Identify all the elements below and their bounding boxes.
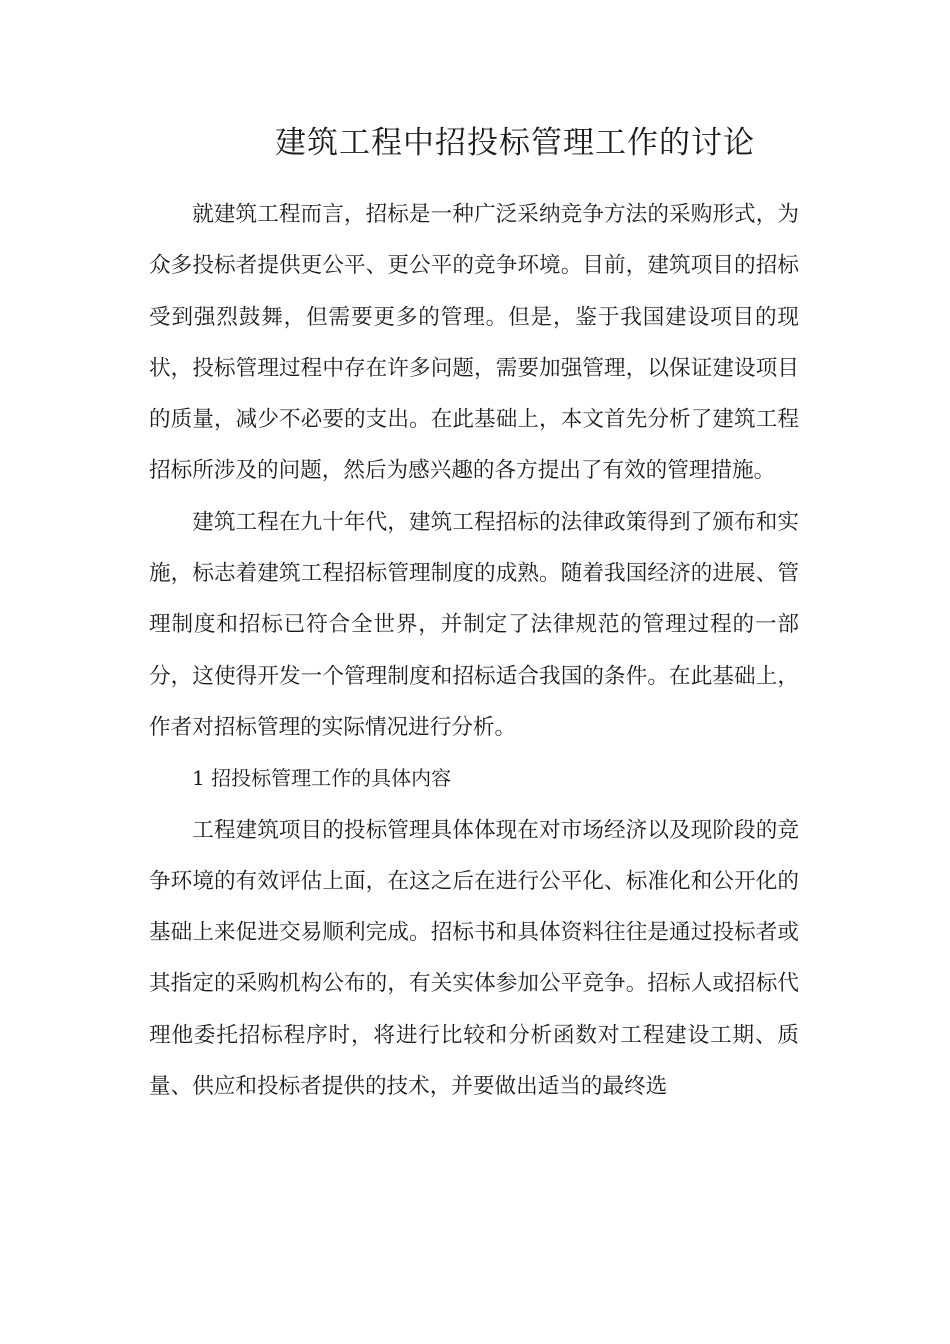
paragraph-background: 建筑工程在九十年代，建筑工程招标的法律政策得到了颁布和实施，标志着建筑工程招标管理制度的成熟。随着我国经济的进展、管理制度和招标已符合全世界，并制定了法律规范的管理过程的一部分，这使得开发一个管理制度和招标适合我国的条件。在此基础上，作者对招标管理的实际情况进行分析。 [149,509,799,740]
document-title: 建筑工程中招投标管理工作的讨论 [275,125,755,161]
paragraph-intro: 就建筑工程而言，招标是一种广泛采纳竞争方法的采购形式，为众多投标者提供更公平、更公平的竞争环境。目前，建筑项目的招标受到强烈鼓舞，但需要更多的管理。但是，鉴于我国建设项目的现状，投标管理过程中存在许多问题，需要加强管理，以保证建设项目的质量，减少不必要的支出。在此基础上，本文首先分析了建筑工程招标所涉及的问题，然后为感兴趣的各方提出了有效的管理措施。 [149,202,799,484]
paragraph-section-content: 工程建筑项目的投标管理具体体现在对市场经济以及现阶段的竞争环境的有效评估上面，在这之后在进行公平化、标准化和公开化的基础上来促进交易顺利完成。招标书和具体资料往往是通过投标者或其指定的采购机构公布的，有关实体参加公平竞争。招标人或招标代理他委托招标程序时，将进行比较和分析函数对工程建设工期、质量、供应和投标者提供的技术，并要做出适当的最终选 [149,817,799,1100]
section-heading: 1 招投标管理工作的具体内容 [192,766,452,791]
document-body [149,189,799,1112]
